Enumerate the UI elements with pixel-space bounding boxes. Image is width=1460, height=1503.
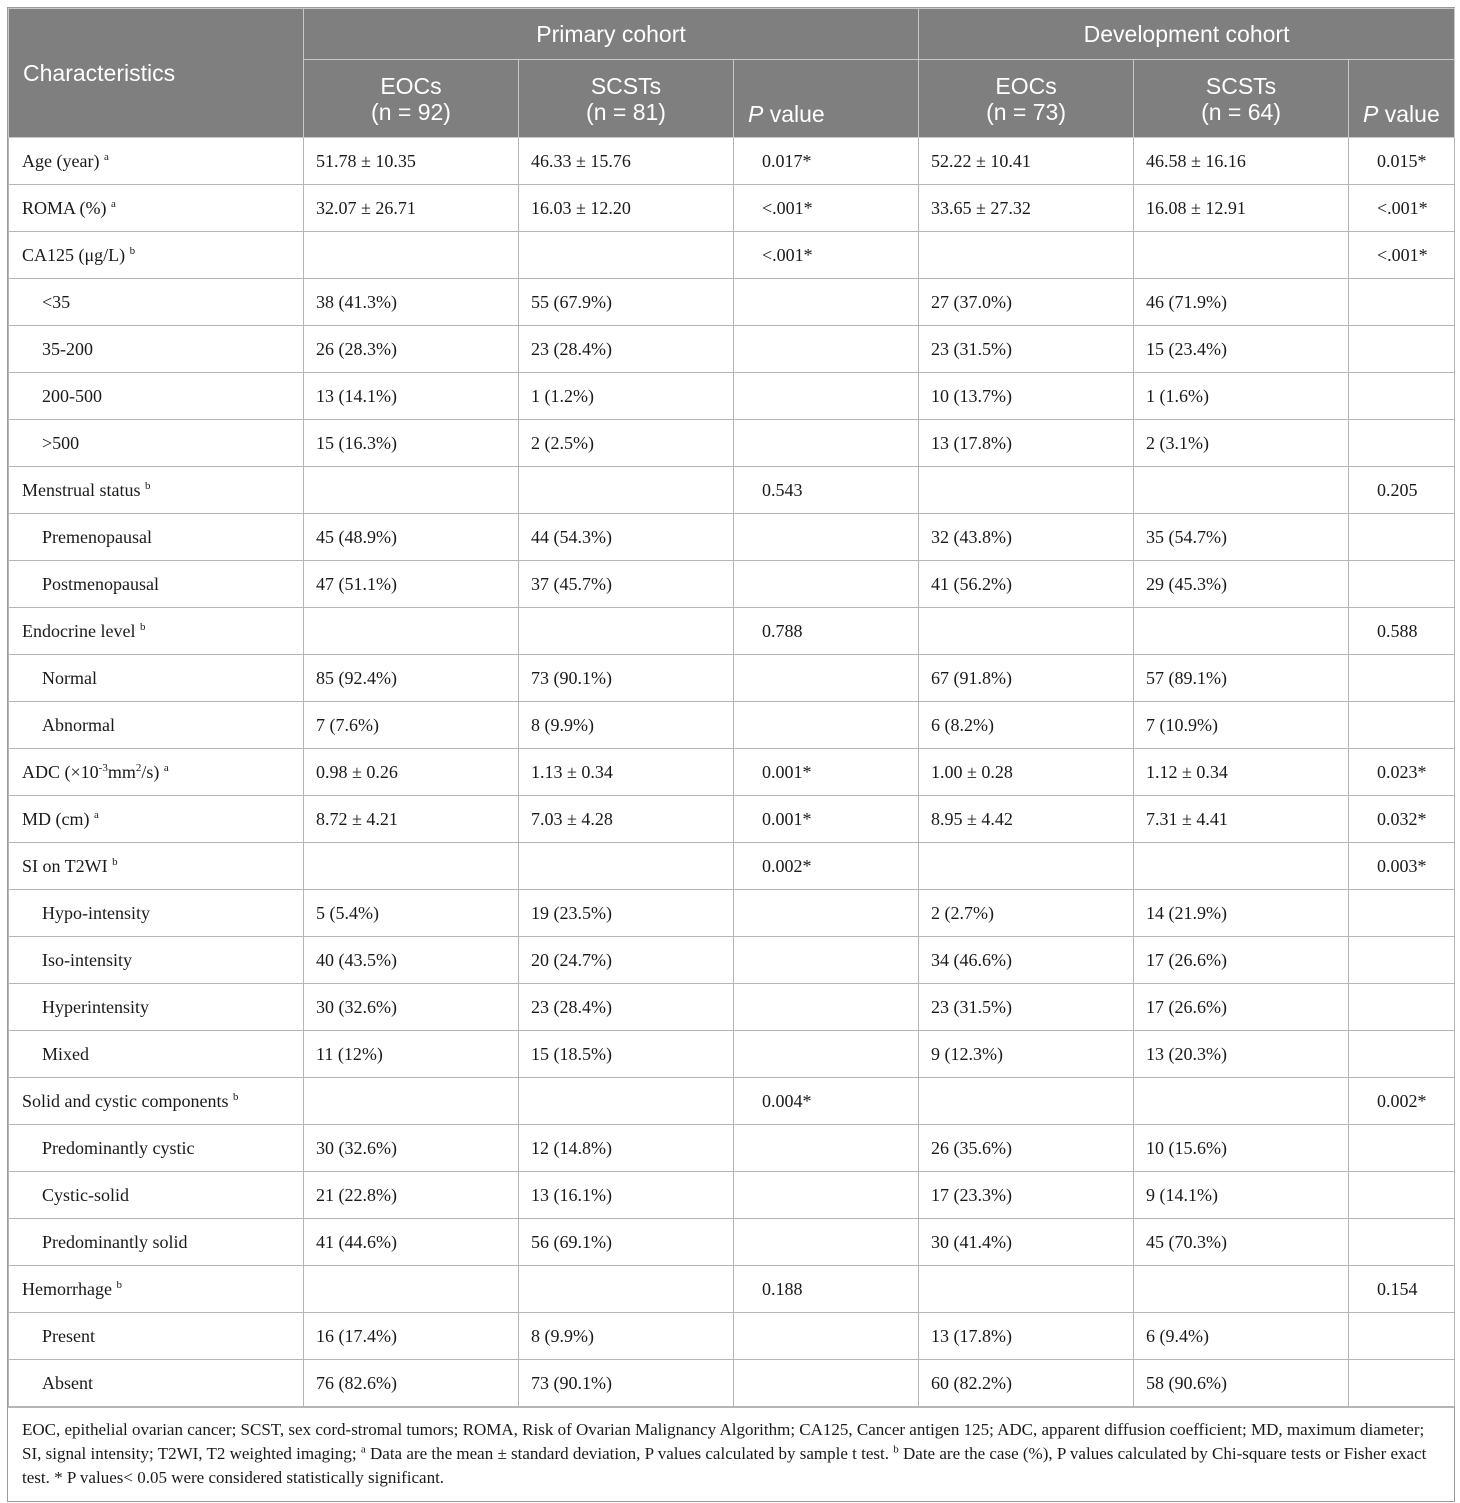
table-row	[9, 1172, 1455, 1219]
development-scst-cell: 2 (3.1%)	[1134, 420, 1349, 467]
development-eoc-cell: 23 (31.5%)	[919, 326, 1134, 373]
table-row	[9, 279, 1455, 326]
primary-eoc-cell	[304, 232, 519, 279]
table-row	[9, 702, 1455, 749]
footnote-marker: b	[129, 244, 136, 257]
table-row	[9, 843, 1455, 890]
table-row	[9, 232, 1455, 279]
primary-eoc-cell	[304, 608, 519, 655]
primary-p-value-cell	[734, 655, 919, 702]
development-scst-cell	[1134, 467, 1349, 514]
primary-scst-cell: 16.03 ± 12.20	[519, 185, 734, 232]
primary-scst-cell: 37 (45.7%)	[519, 561, 734, 608]
table-row	[9, 138, 1455, 185]
primary-scst-header	[519, 60, 734, 138]
primary-eoc-cell: 26 (28.3%)	[304, 326, 519, 373]
development-scst-cell	[1134, 232, 1349, 279]
subcategory-label: Normal	[9, 655, 304, 702]
primary-p-value-cell: 0.188	[734, 1266, 919, 1313]
development-scst-cell: 29 (45.3%)	[1134, 561, 1349, 608]
characteristic-label: Menstrual status $^b$	[9, 467, 304, 514]
development-eoc-header	[919, 60, 1134, 138]
characteristic-label: Solid and cystic components $^b$	[9, 1078, 304, 1125]
primary-p-value-cell	[734, 326, 919, 373]
table-row	[9, 1078, 1455, 1125]
primary-scst-cell: 7.03 ± 4.28	[519, 796, 734, 843]
development-eoc-cell: 1.00 ± 0.28	[919, 749, 1134, 796]
p-italic: P	[748, 101, 764, 127]
footnote-marker: b	[116, 1278, 122, 1291]
table-row	[9, 514, 1455, 561]
primary-p-value-cell: 0.001*	[734, 796, 919, 843]
primary-eoc-cell: 41 (44.6%)	[304, 1219, 519, 1266]
table-row	[9, 1125, 1455, 1172]
primary-eoc-cell: 11 (12%)	[304, 1031, 519, 1078]
primary-p-value-cell: 0.543	[734, 467, 919, 514]
primary-eoc-cell: 8.72 ± 4.21	[304, 796, 519, 843]
table-row	[9, 796, 1455, 843]
primary-p-value-cell	[734, 514, 919, 561]
development-p-value-cell	[1349, 1313, 1455, 1360]
subcategory-label: Predominantly cystic	[9, 1125, 304, 1172]
development-scst-cell: 58 (90.6%)	[1134, 1360, 1349, 1407]
development-p-value-cell: 0.588	[1349, 608, 1455, 655]
primary-p-value-cell	[734, 937, 919, 984]
primary-scst-cell: 73 (90.1%)	[519, 655, 734, 702]
subcategory-label: 35-200	[9, 326, 304, 373]
primary-scst-cell: 13 (16.1%)	[519, 1172, 734, 1219]
development-scst-cell: 14 (21.9%)	[1134, 890, 1349, 937]
development-p-value-cell	[1349, 561, 1455, 608]
primary-p-value-cell	[734, 1031, 919, 1078]
development-eoc-cell	[919, 843, 1134, 890]
development-p-value-cell: 0.154	[1349, 1266, 1455, 1313]
development-p-value-cell	[1349, 514, 1455, 561]
table-row	[9, 561, 1455, 608]
characteristic-label: Endocrine level $^b$	[9, 608, 304, 655]
footnote-marker: a	[93, 808, 99, 821]
development-p-value-cell: 0.002*	[1349, 1078, 1455, 1125]
primary-eoc-cell: 38 (41.3%)	[304, 279, 519, 326]
development-eoc-cell: 52.22 ± 10.41	[919, 138, 1134, 185]
development-p-value-cell: 0.032*	[1349, 796, 1455, 843]
primary-p-value-cell: 0.001*	[734, 749, 919, 796]
development-eoc-cell: 41 (56.2%)	[919, 561, 1134, 608]
development-p-value-cell: 0.205	[1349, 467, 1455, 514]
p-value-text: value	[763, 101, 825, 127]
development-eoc-cell: 8.95 ± 4.42	[919, 796, 1134, 843]
development-scst-cell: 46 (71.9%)	[1134, 279, 1349, 326]
characteristic-label: SI on T2WI $^b$	[9, 843, 304, 890]
primary-p-value-cell: <.001*	[734, 232, 919, 279]
development-p-value-cell	[1349, 937, 1455, 984]
characteristic-label: ROMA (%) $^a$	[9, 185, 304, 232]
primary-p-value-cell	[734, 1125, 919, 1172]
development-p-value-header	[1349, 60, 1455, 138]
primary-p-value-cell	[734, 561, 919, 608]
subcategory-label: <35	[9, 279, 304, 326]
development-eoc-cell	[919, 608, 1134, 655]
table-footnote	[8, 1407, 1454, 1501]
subcategory-label: Postmenopausal	[9, 561, 304, 608]
primary-eoc-cell: 32.07 ± 26.71	[304, 185, 519, 232]
development-eoc-cell: 27 (37.0%)	[919, 279, 1134, 326]
table-row	[9, 326, 1455, 373]
development-eoc-cell: 32 (43.8%)	[919, 514, 1134, 561]
subcategory-label: Mixed	[9, 1031, 304, 1078]
development-eoc-cell: 2 (2.7%)	[919, 890, 1134, 937]
development-scst-cell: 17 (26.6%)	[1134, 937, 1349, 984]
footnote-marker: a	[163, 761, 169, 774]
development-scst-cell: 9 (14.1%)	[1134, 1172, 1349, 1219]
subcategory-label: Predominantly solid	[9, 1219, 304, 1266]
development-eoc-cell	[919, 1266, 1134, 1313]
footnote-marker: b	[139, 620, 146, 633]
development-eoc-cell: 67 (91.8%)	[919, 655, 1134, 702]
primary-eoc-cell	[304, 1078, 519, 1125]
table-row	[9, 1313, 1455, 1360]
footnote-marker: b	[232, 1090, 239, 1103]
primary-scst-cell	[519, 467, 734, 514]
footnote-marker: a	[111, 197, 116, 210]
primary-eoc-cell: 30 (32.6%)	[304, 984, 519, 1031]
footnote-abbreviations: EOC, epithelial ovarian cancer; SCST, sex cord-stromal tumors; ROMA, Risk of Ovarian Malignancy Algorithm; CA125, Cancer antigen 125; ADC, apparent diffusion coefficient; MD, maximum diameter; SI, signal intensity; T2WI, T2 weighted imaging;	[22, 1420, 1425, 1463]
development-scst-cell: 1.12 ± 0.34	[1134, 749, 1349, 796]
primary-scst-cell: 1 (1.2%)	[519, 373, 734, 420]
characteristic-label: ADC $(\times 10^{-3}mm^2/s)$ $^a$	[9, 749, 304, 796]
development-p-value-cell	[1349, 984, 1455, 1031]
primary-scst-cell: 2 (2.5%)	[519, 420, 734, 467]
primary-scst-cell: 44 (54.3%)	[519, 514, 734, 561]
primary-eoc-cell: 16 (17.4%)	[304, 1313, 519, 1360]
development-p-value-cell: 0.023*	[1349, 749, 1455, 796]
primary-eoc-cell	[304, 1266, 519, 1313]
development-scst-cell: 7 (10.9%)	[1134, 702, 1349, 749]
subcategory-label: Iso-intensity	[9, 937, 304, 984]
p-italic: P	[1363, 101, 1379, 127]
table-row	[9, 749, 1455, 796]
primary-scst-cell: 15 (18.5%)	[519, 1031, 734, 1078]
primary-eoc-cell: 15 (16.3%)	[304, 420, 519, 467]
footnote-marker: b	[112, 855, 118, 868]
table-row	[9, 1031, 1455, 1078]
footnote-marker: b	[145, 479, 151, 492]
development-p-value-cell	[1349, 655, 1455, 702]
subcategory-label: 200-500	[9, 373, 304, 420]
development-scst-cell: 6 (9.4%)	[1134, 1313, 1349, 1360]
development-eoc-cell	[919, 467, 1134, 514]
development-eoc-cell	[919, 1078, 1134, 1125]
table-header	[9, 9, 1455, 138]
characteristic-label: Age (year) $^a$	[9, 138, 304, 185]
characteristics-header: Characteristics	[9, 9, 304, 138]
development-p-value-cell: 0.015*	[1349, 138, 1455, 185]
primary-scst-cell: 12 (14.8%)	[519, 1125, 734, 1172]
p-value-text: value	[1378, 101, 1440, 127]
development-p-value-cell	[1349, 373, 1455, 420]
development-p-value-cell	[1349, 1172, 1455, 1219]
table-row	[9, 420, 1455, 467]
development-p-value-cell	[1349, 1360, 1455, 1407]
development-p-value-cell: <.001*	[1349, 185, 1455, 232]
primary-p-value-cell	[734, 279, 919, 326]
primary-scst-cell	[519, 1266, 734, 1313]
primary-eoc-cell: 21 (22.8%)	[304, 1172, 519, 1219]
development-scst-header	[1134, 60, 1349, 138]
table-row	[9, 937, 1455, 984]
results-table-container	[7, 7, 1455, 1502]
development-scst-cell: 35 (54.7%)	[1134, 514, 1349, 561]
development-p-value-cell	[1349, 1031, 1455, 1078]
table-row	[9, 1219, 1455, 1266]
primary-p-value-cell	[734, 1172, 919, 1219]
primary-scst-n: (n = 81)	[586, 98, 666, 125]
table-row	[9, 608, 1455, 655]
characteristic-label: Hemorrhage $^b$	[9, 1266, 304, 1313]
development-eoc-cell: 30 (41.4%)	[919, 1219, 1134, 1266]
primary-p-value-cell: <.001*	[734, 185, 919, 232]
primary-scst-cell: 23 (28.4%)	[519, 984, 734, 1031]
subcategory-label: Abnormal	[9, 702, 304, 749]
footnote-marker: a	[103, 150, 109, 163]
development-scst-cell: 17 (26.6%)	[1134, 984, 1349, 1031]
primary-p-value-cell: 0.788	[734, 608, 919, 655]
primary-eoc-cell: 5 (5.4%)	[304, 890, 519, 937]
development-eoc-n: (n = 73)	[986, 98, 1066, 125]
development-eoc-cell: 10 (13.7%)	[919, 373, 1134, 420]
primary-scst-cell	[519, 1078, 734, 1125]
development-p-value-cell	[1349, 1219, 1455, 1266]
primary-scst-cell: 8 (9.9%)	[519, 702, 734, 749]
development-scst-cell	[1134, 608, 1349, 655]
development-eoc-cell: 23 (31.5%)	[919, 984, 1134, 1031]
development-scst-cell	[1134, 1266, 1349, 1313]
subcategory-label: Present	[9, 1313, 304, 1360]
development-p-value-cell	[1349, 1125, 1455, 1172]
table-row	[9, 984, 1455, 1031]
primary-scst-cell	[519, 843, 734, 890]
primary-eoc-name: EOCs	[380, 72, 442, 99]
development-scst-cell: 1 (1.6%)	[1134, 373, 1349, 420]
primary-scst-name: SCSTs	[590, 72, 662, 99]
development-scst-cell: 15 (23.4%)	[1134, 326, 1349, 373]
development-eoc-cell: 26 (35.6%)	[919, 1125, 1134, 1172]
primary-p-value-cell	[734, 984, 919, 1031]
characteristic-label: MD (cm) $^a$	[9, 796, 304, 843]
subcategory-label: Absent	[9, 1360, 304, 1407]
table-row	[9, 1266, 1455, 1313]
primary-eoc-cell: 30 (32.6%)	[304, 1125, 519, 1172]
primary-p-value-cell: 0.004*	[734, 1078, 919, 1125]
development-scst-cell: 57 (89.1%)	[1134, 655, 1349, 702]
primary-p-value-cell: 0.017*	[734, 138, 919, 185]
development-p-value-cell	[1349, 890, 1455, 937]
primary-p-value-cell	[734, 890, 919, 937]
development-eoc-cell: 13 (17.8%)	[919, 1313, 1134, 1360]
primary-eoc-cell: 76 (82.6%)	[304, 1360, 519, 1407]
primary-eoc-cell	[304, 467, 519, 514]
table-row	[9, 467, 1455, 514]
development-scst-n: (n = 64)	[1201, 98, 1281, 125]
development-eoc-cell: 33.65 ± 27.32	[919, 185, 1134, 232]
development-eoc-name: EOCs	[995, 72, 1057, 99]
footnote-sup-b: b	[893, 1443, 899, 1456]
primary-eoc-cell: 47 (51.1%)	[304, 561, 519, 608]
development-eoc-cell: 9 (12.3%)	[919, 1031, 1134, 1078]
primary-eoc-cell: 85 (92.4%)	[304, 655, 519, 702]
table-row	[9, 1360, 1455, 1407]
primary-scst-cell: 1.13 ± 0.34	[519, 749, 734, 796]
characteristics-table	[8, 8, 1455, 1407]
development-scst-cell: 13 (20.3%)	[1134, 1031, 1349, 1078]
development-scst-cell	[1134, 1078, 1349, 1125]
primary-eoc-cell: 7 (7.6%)	[304, 702, 519, 749]
primary-eoc-cell: 40 (43.5%)	[304, 937, 519, 984]
primary-eoc-n: (n = 92)	[371, 98, 451, 125]
footnote-case-note: Date are the case (%), P values calculated by Chi-square tests or Fisher exact test. * P values< 0.05 were considered statistically significant.	[22, 1444, 1427, 1487]
primary-cohort-header: Primary cohort	[304, 9, 919, 60]
table-row	[9, 890, 1455, 937]
footnote-sup-a: a	[360, 1443, 366, 1456]
table-row	[9, 655, 1455, 702]
development-scst-cell: 10 (15.6%)	[1134, 1125, 1349, 1172]
development-eoc-cell: 13 (17.8%)	[919, 420, 1134, 467]
development-p-value-cell	[1349, 420, 1455, 467]
primary-p-value-cell	[734, 1313, 919, 1360]
primary-eoc-cell: 51.78 ± 10.35	[304, 138, 519, 185]
subcategory-label: Premenopausal	[9, 514, 304, 561]
development-eoc-cell: 34 (46.6%)	[919, 937, 1134, 984]
table-row	[9, 185, 1455, 232]
development-p-value-cell: <.001*	[1349, 232, 1455, 279]
development-cohort-header: Development cohort	[919, 9, 1455, 60]
primary-p-value-cell: 0.002*	[734, 843, 919, 890]
development-scst-cell: 16.08 ± 12.91	[1134, 185, 1349, 232]
primary-eoc-header	[304, 60, 519, 138]
development-p-value-cell: 0.003*	[1349, 843, 1455, 890]
development-scst-cell: 7.31 ± 4.41	[1134, 796, 1349, 843]
primary-p-value-header	[734, 60, 919, 138]
development-eoc-cell: 6 (8.2%)	[919, 702, 1134, 749]
primary-p-value-cell	[734, 420, 919, 467]
development-scst-name: SCSTs	[1205, 72, 1277, 99]
development-p-value-cell	[1349, 702, 1455, 749]
primary-p-value-cell	[734, 702, 919, 749]
subcategory-label: >500	[9, 420, 304, 467]
primary-scst-cell: 46.33 ± 15.76	[519, 138, 734, 185]
subcategory-label: Hypo-intensity	[9, 890, 304, 937]
primary-eoc-cell	[304, 843, 519, 890]
primary-eoc-cell: 0.98 ± 0.26	[304, 749, 519, 796]
table-row	[9, 373, 1455, 420]
footnote-mean-note: Data are the mean ± standard deviation, P values calculated by sample t test.	[365, 1444, 894, 1463]
development-scst-cell: 45 (70.3%)	[1134, 1219, 1349, 1266]
primary-scst-cell	[519, 608, 734, 655]
development-p-value-cell	[1349, 279, 1455, 326]
characteristic-label: CA125 (μg/L) $^b$	[9, 232, 304, 279]
primary-p-value-cell	[734, 373, 919, 420]
primary-scst-cell: 55 (67.9%)	[519, 279, 734, 326]
primary-scst-cell: 73 (90.1%)	[519, 1360, 734, 1407]
primary-scst-cell	[519, 232, 734, 279]
primary-p-value-cell	[734, 1219, 919, 1266]
development-eoc-cell: 17 (23.3%)	[919, 1172, 1134, 1219]
primary-scst-cell: 8 (9.9%)	[519, 1313, 734, 1360]
primary-scst-cell: 56 (69.1%)	[519, 1219, 734, 1266]
development-eoc-cell: 60 (82.2%)	[919, 1360, 1134, 1407]
table-body	[9, 138, 1455, 1407]
subcategory-label: Cystic-solid	[9, 1172, 304, 1219]
primary-eoc-cell: 13 (14.1%)	[304, 373, 519, 420]
development-p-value-cell	[1349, 326, 1455, 373]
primary-scst-cell: 19 (23.5%)	[519, 890, 734, 937]
subcategory-label: Hyperintensity	[9, 984, 304, 1031]
primary-eoc-cell: 45 (48.9%)	[304, 514, 519, 561]
primary-scst-cell: 20 (24.7%)	[519, 937, 734, 984]
development-scst-cell: 46.58 ± 16.16	[1134, 138, 1349, 185]
primary-p-value-cell	[734, 1360, 919, 1407]
development-scst-cell	[1134, 843, 1349, 890]
primary-scst-cell: 23 (28.4%)	[519, 326, 734, 373]
development-eoc-cell	[919, 232, 1134, 279]
